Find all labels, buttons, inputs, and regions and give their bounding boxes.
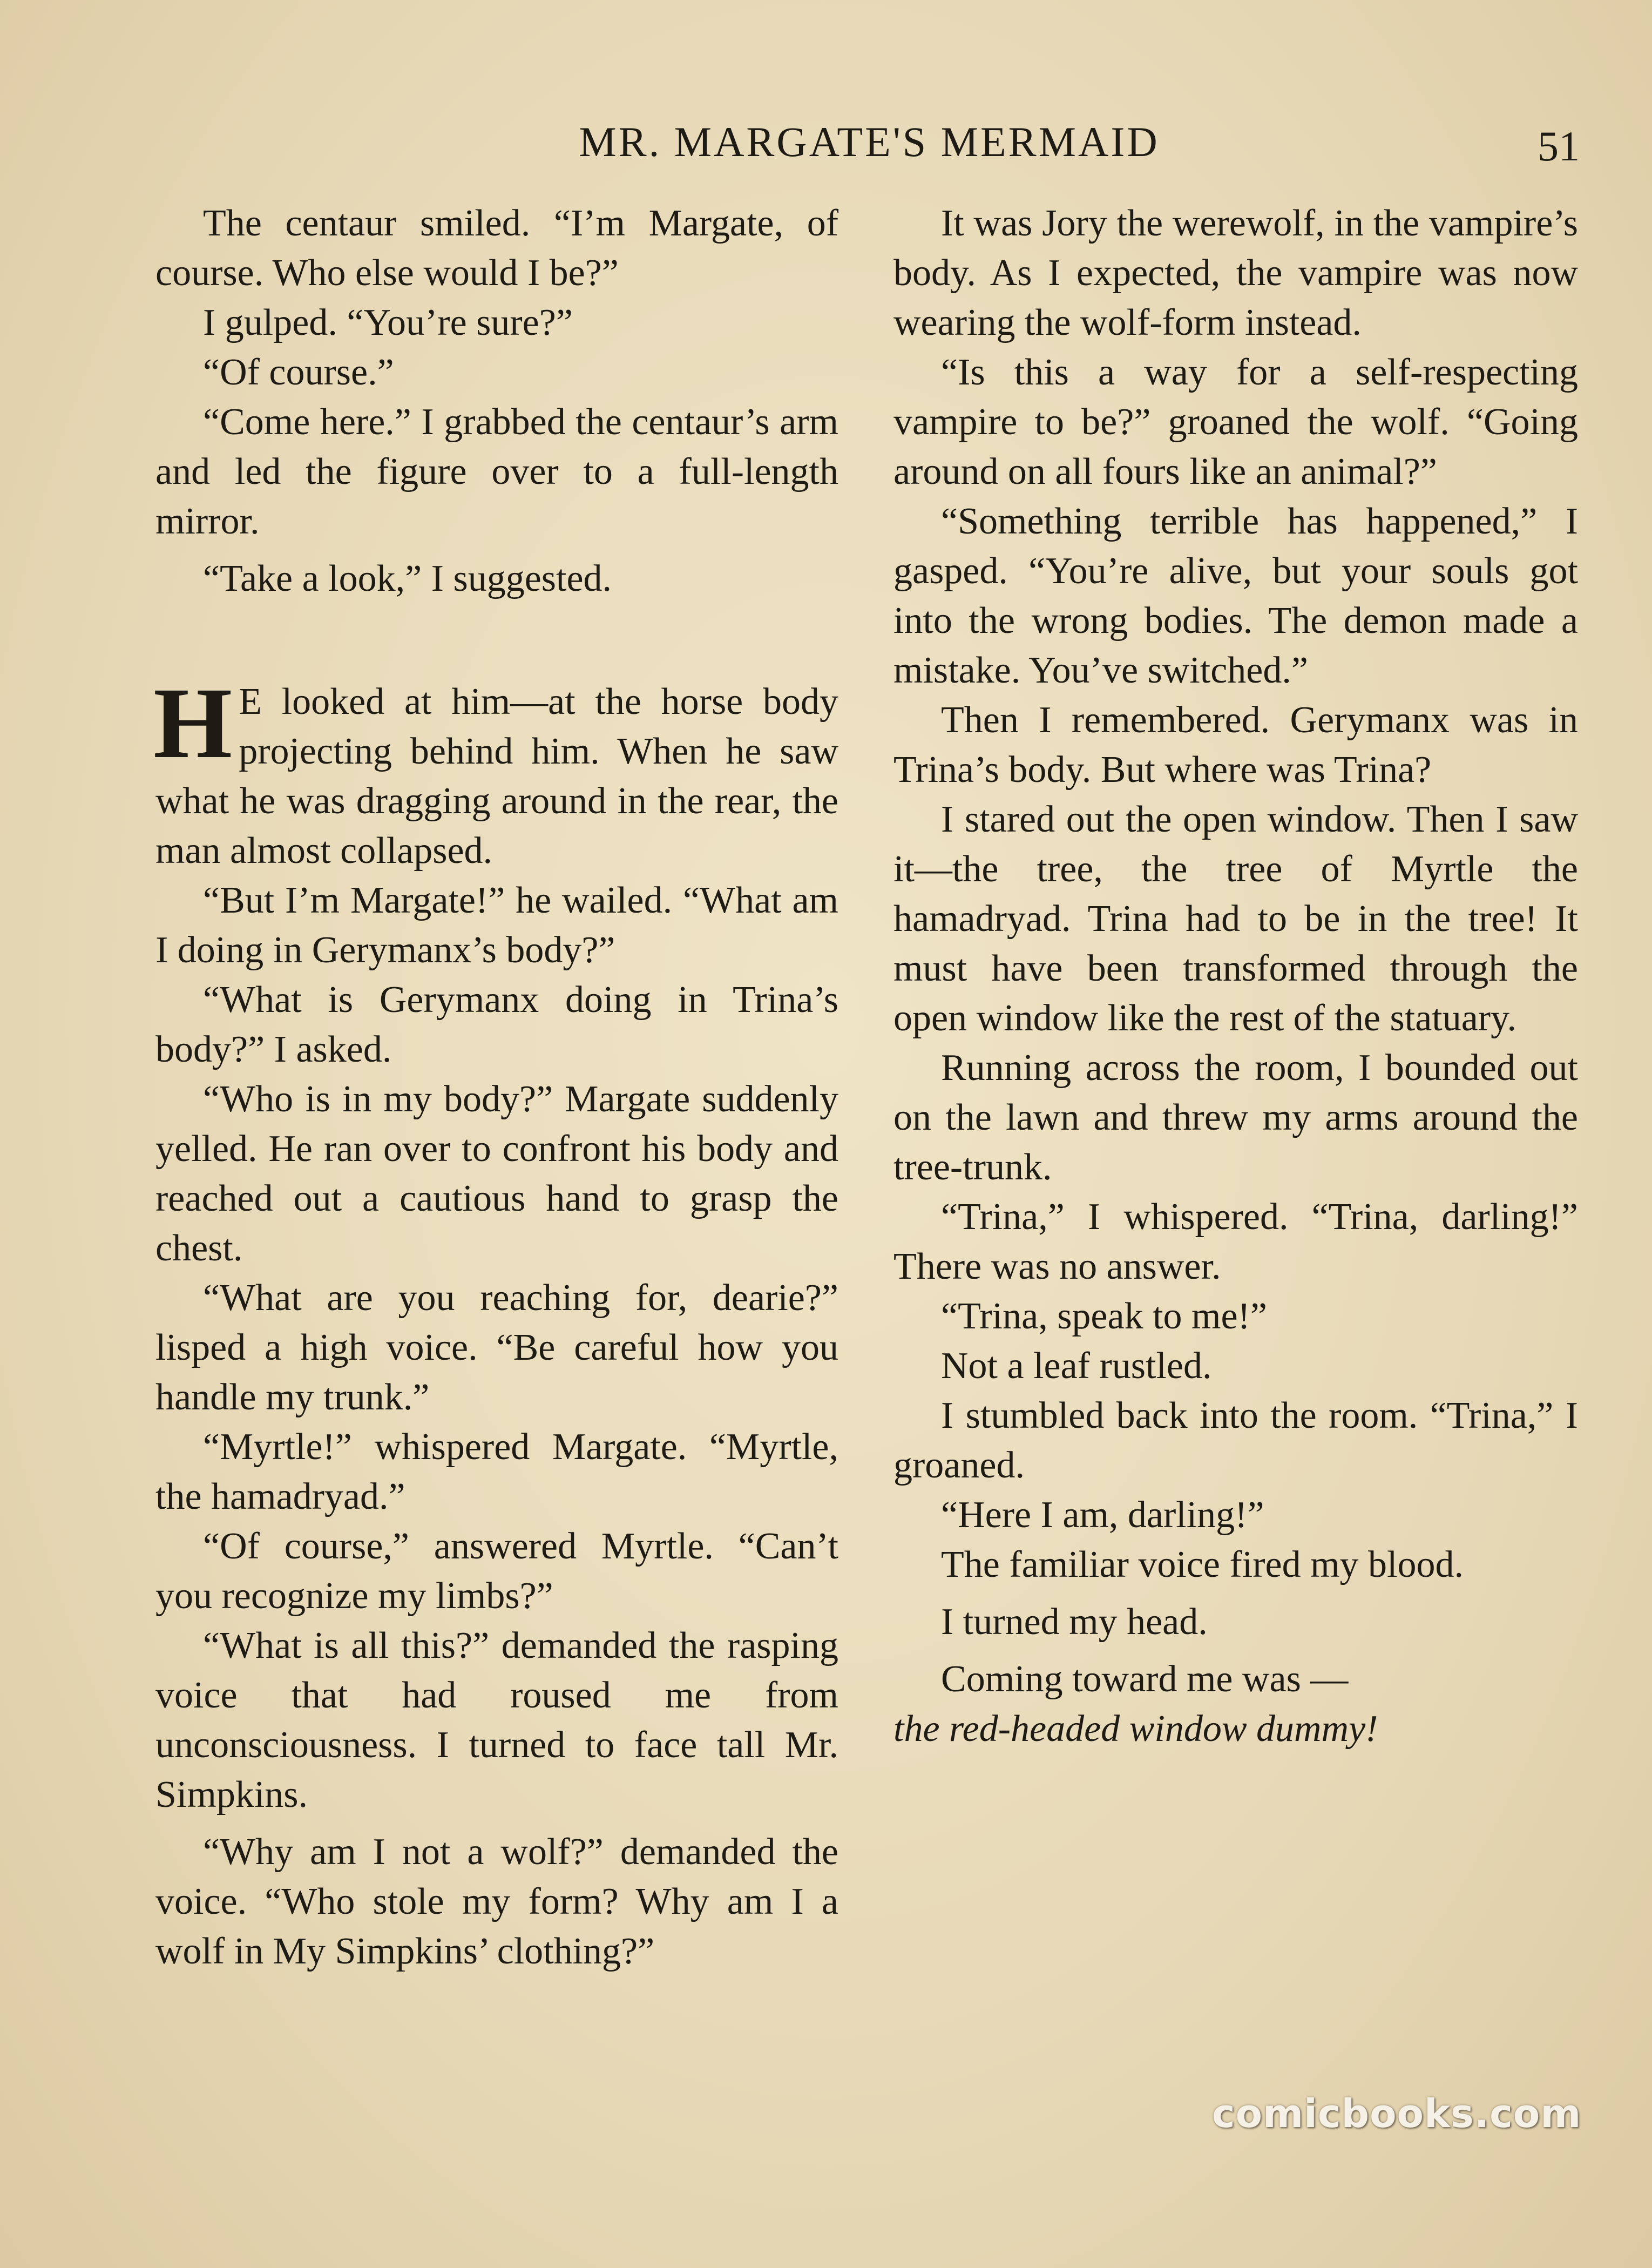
paragraph: “Here I am, darling!” bbox=[941, 1494, 1264, 1536]
paragraph: I gulped. “You’re sure?” bbox=[203, 302, 573, 343]
paragraph: “Of course,” answered Myrtle. “Can’t you recognize my limbs?” bbox=[155, 1526, 838, 1617]
paragraph: Running across the room, I bounded out on the lawn and threw my arms around the tree-trunk. bbox=[893, 1047, 1578, 1188]
paragraph: Then I remembered. Gerymanx was in Trina’s body. But where was Trina? bbox=[893, 699, 1578, 791]
paragraph: “Trina,” I whispered. “Trina, darling!” There was no answer. bbox=[893, 1196, 1578, 1287]
paragraph: The familiar voice fired my blood. bbox=[941, 1544, 1464, 1585]
closing-italic-line: the red-headed window dummy! bbox=[893, 1708, 1378, 1750]
running-title: MR. MARGATE'S MERMAID bbox=[579, 118, 1160, 165]
paragraph: Not a leaf rustled. bbox=[941, 1345, 1212, 1387]
paragraph: I turned my head. bbox=[941, 1601, 1208, 1643]
right-column bbox=[893, 199, 1578, 1754]
left-column bbox=[155, 199, 838, 1976]
watermark-logo: comicbooks.com bbox=[1212, 2091, 1582, 2136]
paragraph: “What is all this?” demanded the rasping voice that had roused me from unconsciousness. I turned to face tall Mr. Simpkins. bbox=[155, 1625, 838, 1815]
paragraph: Coming toward me was — bbox=[941, 1658, 1349, 1700]
paragraph: “Take a look,” I suggested. bbox=[203, 558, 612, 599]
paragraph: “Myrtle!” whispered Margate. “Myrtle, the hamadryad.” bbox=[155, 1426, 838, 1517]
section-opening-text: E looked at him—at the horse body projecting behind him. When he saw what he was dragging around in the rear, the man almost collapsed. bbox=[155, 681, 838, 872]
paragraph: “What are you reaching for, dearie?” lisped a high voice. “Be careful how you handle my trunk.” bbox=[155, 1277, 838, 1418]
drop-cap: H bbox=[153, 666, 233, 779]
paragraph: “Is this a way for a self-respecting vampire to be?” groaned the wolf. “Going around on all fours like an animal?” bbox=[893, 352, 1578, 492]
paragraph: “But I’m Margate!” he wailed. “What am I doing in Gerymanx’s body?” bbox=[155, 880, 838, 971]
paragraph: “Who is in my body?” Margate suddenly yelled. He ran over to confront his body and reached out a cautious hand to grasp the chest. bbox=[155, 1078, 838, 1269]
paragraph: “Of course.” bbox=[203, 352, 394, 393]
paragraph: “Something terrible has happened,” I gasped. “You’re alive, but your souls got into the wrong bodies. The demon made a mistake. You’ve switched.” bbox=[893, 501, 1578, 691]
paragraph: It was Jory the werewolf, in the vampire’s body. As I expected, the vampire was now wearing the wolf-form instead. bbox=[893, 202, 1578, 343]
section-opening-paragraph bbox=[153, 666, 838, 876]
paragraph: I stumbled back into the room. “Trina,” I groaned. bbox=[893, 1395, 1578, 1486]
paragraph: “Why am I not a wolf?” demanded the voice. “Who stole my form? Why am I a wolf in My Simpkins’ clothing?” bbox=[155, 1831, 838, 1972]
page-number: 51 bbox=[1538, 123, 1580, 170]
paragraph: The centaur smiled. “I’m Margate, of course. Who else would I be?” bbox=[155, 202, 838, 294]
paragraph: “Trina, speak to me!” bbox=[941, 1295, 1267, 1337]
paragraph: I stared out the open window. Then I saw it—the tree, the tree of Myrtle the hamadryad. Trina had to be in the tree! It must have been transformed through the open window like the rest of the statuary. bbox=[893, 799, 1578, 1039]
paragraph: “Come here.” I grabbed the centaur’s arm and led the figure over to a full-length mirror. bbox=[155, 401, 838, 542]
paragraph: “What is Gerymanx doing in Trina’s body?” I asked. bbox=[155, 979, 838, 1070]
